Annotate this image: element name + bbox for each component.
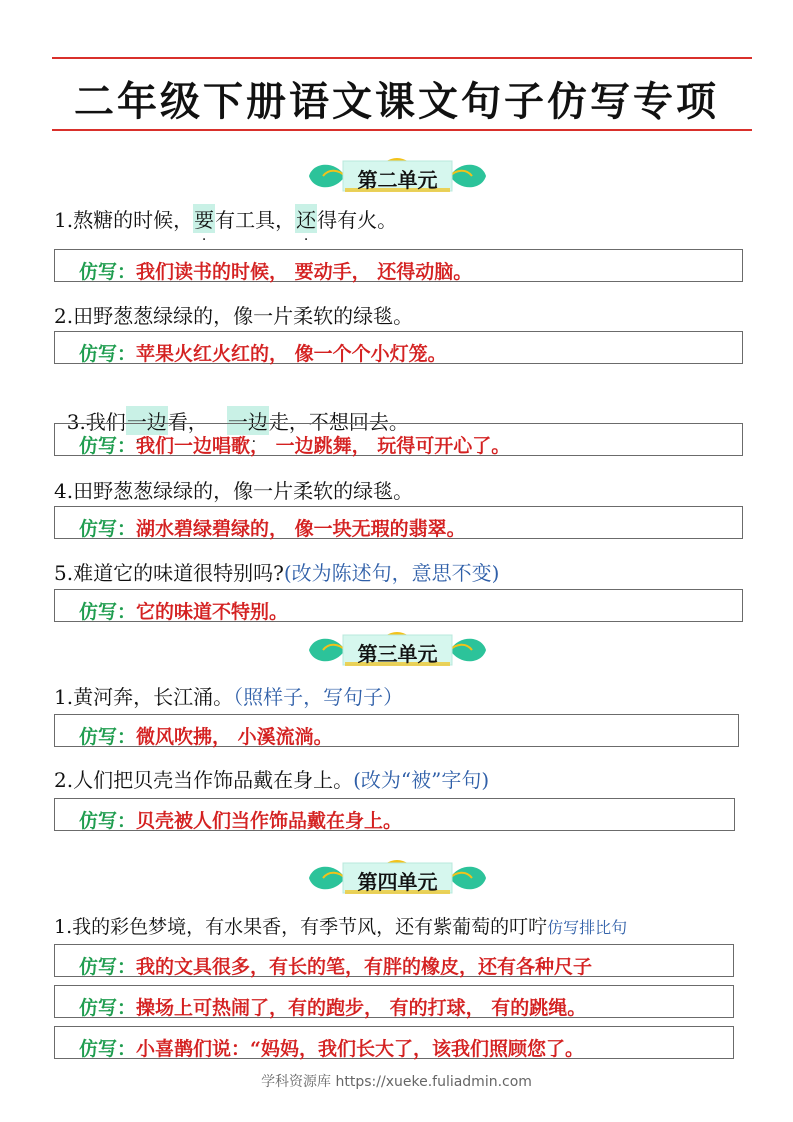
question-2-5 [54, 557, 499, 586]
answer-line [79, 597, 288, 624]
question-instruction: (改为陈述句，意思不变) [283, 561, 500, 585]
unit-title: 第四单元 [357, 870, 438, 894]
answer-box [54, 714, 739, 747]
answer-box [54, 985, 734, 1018]
question-text: 5.难道它的味道很特别吗? [54, 561, 284, 585]
answer-label: 仿写： [79, 261, 137, 283]
unit-banner-3 [305, 630, 490, 670]
answer-box [54, 589, 743, 622]
answer-line [79, 1034, 584, 1061]
question-text: 1.熬糖的时候， [54, 208, 194, 232]
question-2-4: 4.田野葱葱绿绿的，像一片柔软的绿毯。 [54, 479, 414, 503]
bottom-rule [52, 129, 752, 131]
footer-watermark: 学科资源库 https://xueke.fuliadmin.com [261, 1074, 532, 1090]
answer-line [79, 514, 466, 541]
answer-text: 湖水碧绿碧绿的， 像一块无瑕的翡翠。 [136, 518, 466, 540]
answer-text: 苹果火红火红的， 像一个个小灯笼。 [136, 343, 447, 365]
question-text: 得有火。 [317, 208, 398, 232]
answer-box [54, 249, 743, 282]
unit-title: 第二单元 [357, 168, 438, 192]
answer-line [79, 806, 402, 833]
top-rule [52, 57, 752, 59]
unit-title: 第三单元 [357, 642, 438, 666]
answer-text: 操场上可热闹了，有的跑步， 有的打球， 有的跳绳。 [136, 997, 587, 1019]
answer-text: 我们一边唱歌， 一边跳舞， 玩得可开心了。 [136, 435, 511, 457]
answer-text: 微风吹拂， 小溪流淌。 [136, 726, 333, 748]
answer-label: 仿写： [79, 435, 137, 457]
emphasis-word: 一边 · · [126, 406, 168, 435]
question-instruction: 仿写排比句 [547, 918, 628, 937]
answer-label: 仿写： [79, 810, 137, 832]
question-instruction: （照样子，写句子） [233, 685, 404, 709]
answer-line [79, 993, 586, 1020]
question-2-2: 2.田野葱葱绿绿的，像一片柔软的绿毯。 [54, 304, 414, 328]
question-text: 走，不想回去。 [268, 410, 409, 434]
answer-line [79, 339, 447, 366]
question-text: 看， [167, 410, 227, 434]
unit-banner-2 [305, 156, 490, 196]
answer-label: 仿写： [79, 956, 137, 978]
unit-banner-4 [305, 858, 490, 898]
question-text: 1.我的彩色梦境，有水果香，有季节风，还有紫葡萄的叮咛 [54, 916, 548, 938]
answer-text: 我的文具很多，有长的笔，有胖的橡皮，还有各种尺子 [136, 956, 593, 978]
answer-line [79, 257, 472, 284]
answer-text: 它的味道不特别。 [136, 601, 289, 623]
question-text: 3.我们 [66, 410, 126, 434]
answer-label: 仿写： [79, 1038, 137, 1060]
answer-label: 仿写： [79, 997, 137, 1019]
question-text: 2.人们把贝壳当作饰品戴在身上。 [54, 768, 354, 792]
emphasis-word: 一边 · · [227, 406, 269, 435]
question-3-1 [54, 681, 403, 710]
answer-box [54, 506, 743, 539]
answer-box [54, 798, 735, 831]
emphasis-word: 要 [193, 204, 215, 233]
emphasis-word: 还 [295, 204, 317, 233]
answer-box [54, 1026, 734, 1059]
answer-box [54, 423, 743, 456]
answer-text: 我们读书的时候， 要动手， 还得动脑。 [136, 261, 473, 283]
question-instruction: (改为“被”字句) [353, 768, 490, 792]
answer-line [79, 431, 510, 458]
answer-label: 仿写： [79, 726, 137, 748]
answer-box [54, 331, 743, 364]
answer-line [79, 722, 333, 749]
question-3-2 [54, 764, 489, 793]
page-title: 二年级下册语文课文句子仿写专项 [74, 79, 719, 125]
answer-label: 仿写： [79, 601, 137, 623]
answer-line [79, 952, 592, 979]
answer-text: 小喜鹊们说：“妈妈，我们长大了，该我们照顾您了。 [136, 1038, 584, 1060]
answer-label: 仿写： [79, 518, 137, 540]
question-4-1 [54, 912, 627, 939]
answer-text: 贝壳被人们当作饰品戴在身上。 [136, 810, 403, 832]
answer-label: 仿写： [79, 343, 137, 365]
question-text: 1.黄河奔，长江涌。 [54, 685, 234, 709]
question-2-1 [54, 204, 397, 233]
answer-box [54, 944, 734, 977]
question-text: 有工具， [215, 208, 296, 232]
